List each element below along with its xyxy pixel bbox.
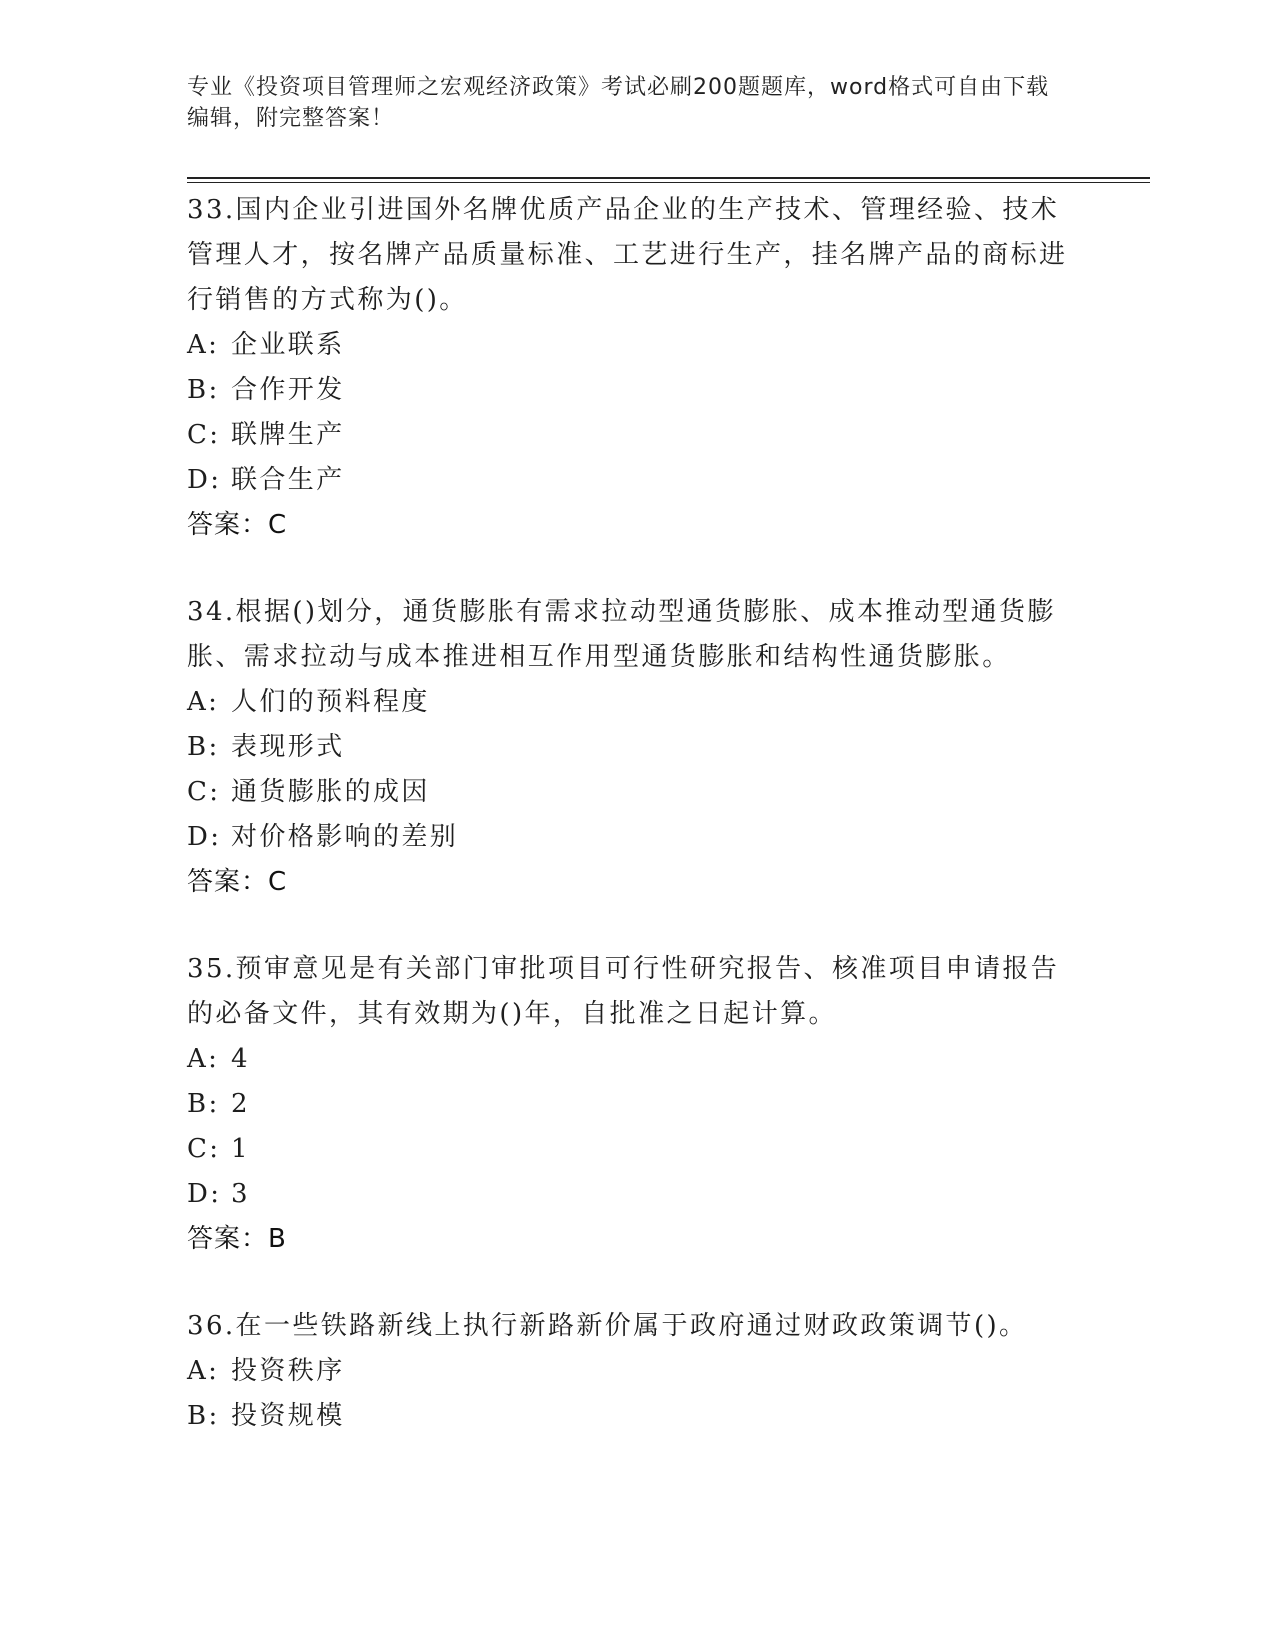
option-text: 企业联系 (231, 330, 345, 360)
option-letter: B: (187, 732, 220, 762)
option-letter: D: (187, 822, 222, 852)
option-letter: A: (187, 1044, 220, 1074)
option-text: 联合生产 (231, 465, 345, 495)
option-b (187, 725, 1087, 770)
option-letter: C: (187, 1134, 221, 1164)
option-letter: B: (187, 1401, 220, 1431)
question-35 (187, 947, 1087, 1262)
question-36 (187, 1304, 1087, 1439)
question-34 (187, 590, 1087, 905)
option-text: 联牌生产 (231, 420, 345, 450)
option-text: 4 (231, 1044, 250, 1074)
option-letter: A: (187, 330, 220, 360)
option-letter: B: (187, 1089, 220, 1119)
option-a (187, 1349, 1087, 1394)
option-d (187, 458, 1087, 503)
option-c (187, 413, 1087, 458)
question-stem: 33.国内企业引进国外名牌优质产品企业的生产技术、管理经验、技术管理人才，按名牌产品质量标准、工艺进行生产，挂名牌产品的商标进行销售的方式称为()。 (187, 195, 1068, 315)
option-text: 投资规模 (231, 1401, 345, 1431)
option-text: 合作开发 (231, 375, 345, 405)
option-text: 通货膨胀的成因 (231, 777, 430, 807)
option-c (187, 1127, 1087, 1172)
option-b (187, 1394, 1087, 1439)
answer-line: 答案：B (187, 1224, 287, 1254)
question-stem: 36.在一些铁路新线上执行新路新价属于政府通过财政政策调节()。 (187, 1311, 1028, 1341)
question-list (187, 188, 1087, 1481)
option-d (187, 1172, 1087, 1217)
option-c (187, 770, 1087, 815)
header-rule-thick (187, 177, 1150, 179)
option-a (187, 1037, 1087, 1082)
option-d (187, 815, 1087, 860)
option-letter: A: (187, 1356, 220, 1386)
option-text: 2 (231, 1089, 250, 1119)
option-a (187, 680, 1087, 725)
option-a (187, 323, 1087, 368)
option-b (187, 1082, 1087, 1127)
answer-line: 答案：C (187, 510, 288, 540)
document-header: 专业《投资项目管理师之宏观经济政策》考试必刷200题题库，word格式可自由下载编辑，附完整答案！ (187, 75, 1050, 131)
option-letter: D: (187, 1179, 222, 1209)
question-stem: 34.根据()划分，通货膨胀有需求拉动型通货膨胀、成本推动型通货膨胀、需求拉动与成本推进相互作用型通货膨胀和结构性通货膨胀。 (187, 597, 1056, 672)
question-33 (187, 188, 1087, 548)
option-text: 人们的预料程度 (231, 687, 430, 717)
option-b (187, 368, 1087, 413)
option-text: 投资秩序 (231, 1356, 345, 1386)
option-text: 1 (231, 1134, 250, 1164)
option-letter: D: (187, 465, 222, 495)
question-stem: 35.预审意见是有关部门审批项目可行性研究报告、核准项目申请报告的必备文件，其有效期为()年，自批准之日起计算。 (187, 954, 1060, 1029)
option-letter: B: (187, 375, 220, 405)
header-rule-thin (187, 182, 1150, 183)
option-text: 对价格影响的差别 (231, 822, 459, 852)
option-letter: A: (187, 687, 220, 717)
answer-line: 答案：C (187, 867, 288, 897)
option-letter: C: (187, 420, 221, 450)
option-text: 表现形式 (231, 732, 345, 762)
option-text: 3 (231, 1179, 250, 1209)
option-letter: C: (187, 777, 221, 807)
